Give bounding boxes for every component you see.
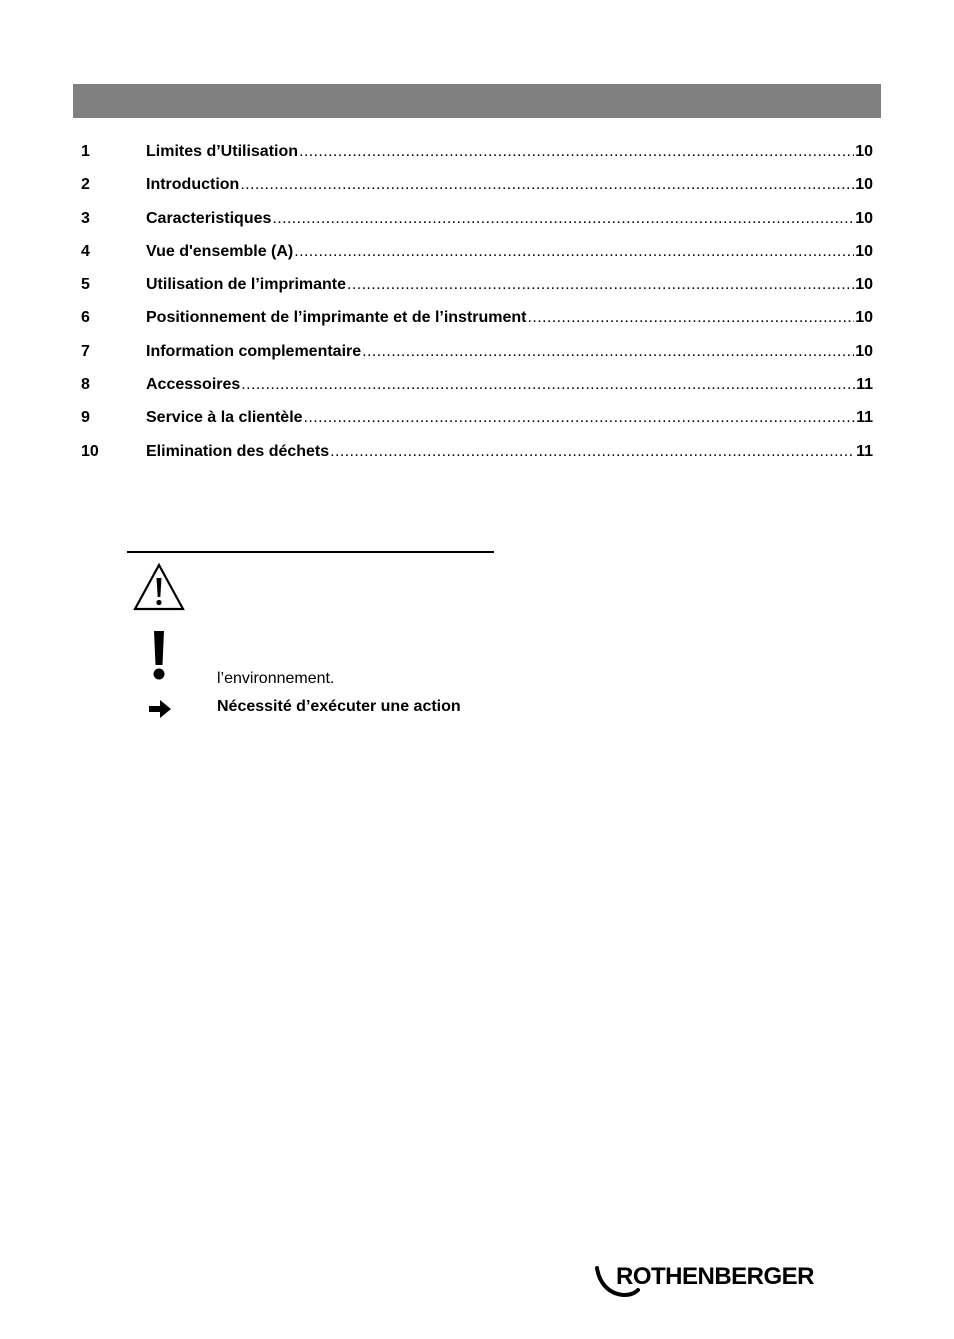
toc-number: 4 <box>81 242 90 260</box>
toc-leader <box>272 210 854 228</box>
toc-leader <box>330 443 855 461</box>
toc-entry[interactable] <box>81 176 873 209</box>
toc-page: 10 <box>855 143 873 160</box>
toc-title: Introduction <box>146 176 240 194</box>
toc-number: 6 <box>81 309 90 327</box>
toc-title: Information complementaire <box>146 342 362 360</box>
toc-entry[interactable] <box>81 243 873 276</box>
rothenberger-logo <box>594 1262 826 1298</box>
toc-number: 7 <box>81 342 90 360</box>
toc-number: 2 <box>81 176 90 194</box>
toc-leader <box>362 343 854 361</box>
toc-title: Service à la clientèle <box>146 409 303 427</box>
toc-title: Utilisation de l’imprimante <box>146 276 347 294</box>
toc-entry[interactable] <box>81 276 873 309</box>
toc-leader <box>299 143 854 161</box>
table-of-contents <box>81 143 873 476</box>
toc-title: Positionnement de l’imprimante et de l’instrument <box>146 309 527 327</box>
environment-note: l’environnement. <box>217 670 335 687</box>
toc-title: Caracteristiques <box>146 209 272 227</box>
toc-entry[interactable] <box>81 409 873 442</box>
toc-leader <box>240 176 854 194</box>
toc-leader <box>528 309 855 327</box>
header-bar <box>73 84 881 118</box>
toc-entry[interactable] <box>81 143 873 176</box>
toc-leader <box>241 376 855 394</box>
toc-page: 11 <box>856 376 873 394</box>
toc-number: 10 <box>81 442 99 460</box>
toc-entry[interactable] <box>81 210 873 243</box>
toc-page: 10 <box>855 276 873 294</box>
brand-name: ROTHENBERGER <box>616 1263 815 1290</box>
toc-title: Elimination des déchets <box>146 442 330 460</box>
toc-number: 8 <box>81 376 90 394</box>
toc-page: 10 <box>855 342 873 360</box>
toc-page: 10 <box>855 176 873 194</box>
toc-title: Accessoires <box>146 376 241 394</box>
toc-number: 3 <box>81 209 90 227</box>
action-note: Nécessité d’exécuter une action <box>217 698 461 715</box>
toc-entry[interactable] <box>81 443 873 476</box>
exclamation-icon <box>148 629 170 681</box>
toc-entry[interactable] <box>81 309 873 342</box>
arrow-right-icon <box>148 698 172 720</box>
toc-leader <box>294 243 854 261</box>
toc-number: 9 <box>81 409 90 427</box>
toc-page: 10 <box>855 309 873 327</box>
toc-page: 11 <box>856 442 873 460</box>
section-rule <box>127 551 494 553</box>
toc-leader <box>347 276 854 294</box>
toc-number: 5 <box>81 276 90 294</box>
toc-entry[interactable] <box>81 376 873 409</box>
toc-page: 11 <box>856 409 873 427</box>
toc-number: 1 <box>81 143 90 160</box>
toc-title: Limites d’Utilisation <box>146 143 299 160</box>
warning-triangle-icon <box>133 563 185 611</box>
toc-page: 10 <box>855 209 873 227</box>
toc-title: Vue d'ensemble (A) <box>146 242 294 260</box>
toc-entry[interactable] <box>81 343 873 376</box>
toc-page: 10 <box>855 242 873 260</box>
toc-leader <box>304 409 856 427</box>
